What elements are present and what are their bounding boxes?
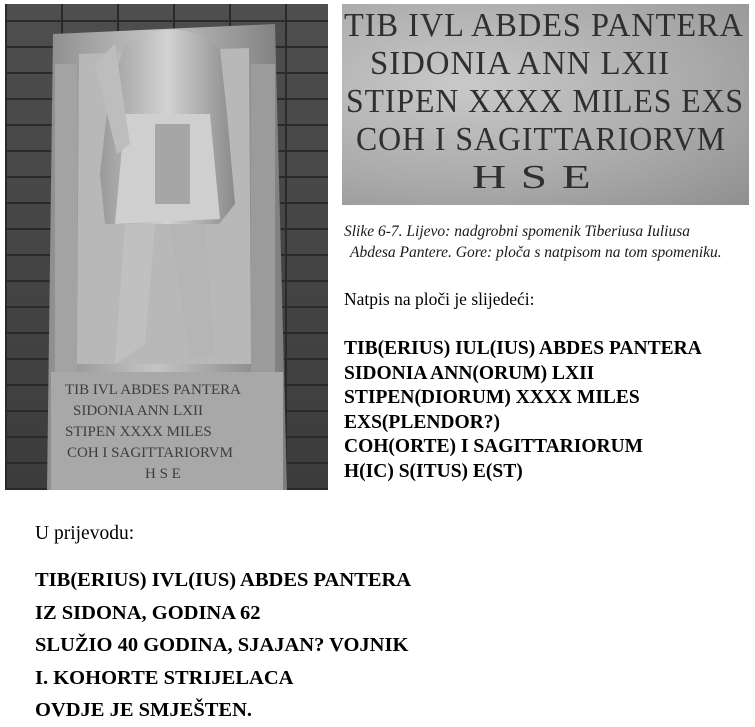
tombstone-photo xyxy=(5,4,328,490)
inscription-line: EXS(PLENDOR?) xyxy=(344,411,501,433)
translation-line: I. KOHORTE STRIJELACA xyxy=(35,666,294,689)
translation-intro: U prijevodu: xyxy=(35,523,135,544)
inscription-line: TIB(ERIUS) IUL(IUS) ABDES PANTERA xyxy=(344,338,702,359)
right-pilaster xyxy=(251,64,275,374)
plate-inscription-line: COH I SAGITTARIORVM xyxy=(356,121,726,158)
figure-caption xyxy=(344,221,752,263)
inscription-plate-photo xyxy=(342,4,749,205)
inscription-line: STIPEN(DIORUM) XXXX MILES xyxy=(344,387,640,408)
plate-inscription-line: STIPEN XXXX MILES EXS xyxy=(346,83,744,120)
inscription-intro: Natpis na ploči je slijedeći: xyxy=(344,289,535,309)
plate-inscription-line: H S E xyxy=(472,159,592,196)
caption-line: Abdesa Pantere. Gore: ploča s natpisom na tom spomeniku. xyxy=(350,244,722,261)
translation-line: IZ SIDONA, GODINA 62 xyxy=(35,601,261,624)
left-pilaster xyxy=(55,64,77,374)
stone-inscription-line: SIDONIA ANN LXII xyxy=(73,403,203,419)
inscription-plate-illustration xyxy=(342,4,749,205)
translation-line: OVDJE JE SMJEŠTEN. xyxy=(35,699,253,721)
stone-inscription-line: H S E xyxy=(145,466,181,482)
translation-line: TIB(ERIUS) IVL(IUS) ABDES PANTERA xyxy=(35,569,412,591)
inscription-line: COH(ORTE) I SAGITTARIORUM xyxy=(344,436,644,457)
inscription-line: H(IC) S(ITUS) E(ST) xyxy=(344,460,523,482)
plate-inscription-line: SIDONIA ANN LXII xyxy=(370,45,670,82)
translation-block xyxy=(35,564,411,727)
inscription-transcription xyxy=(344,337,702,484)
caption-line: Slike 6-7. Lijevo: nadgrobni spomenik Tiberiusa Iuliusa xyxy=(344,223,690,240)
inscription-line: SIDONIA ANN(ORUM) LXII xyxy=(344,362,595,384)
plate-inscription-line: TIB IVL ABDES PANTERA xyxy=(344,7,744,44)
translation-line: SLUŽIO 40 GODINA, SJAJAN? VOJNIK xyxy=(35,634,409,656)
stone-inscription-line: TIB IVL ABDES PANTERA xyxy=(65,382,241,398)
stone-inscription-line: STIPEN XXXX MILES xyxy=(65,424,212,440)
stone-inscription-line: COH I SAGITTARIORVM xyxy=(67,445,233,461)
tombstone-illustration xyxy=(5,4,328,490)
